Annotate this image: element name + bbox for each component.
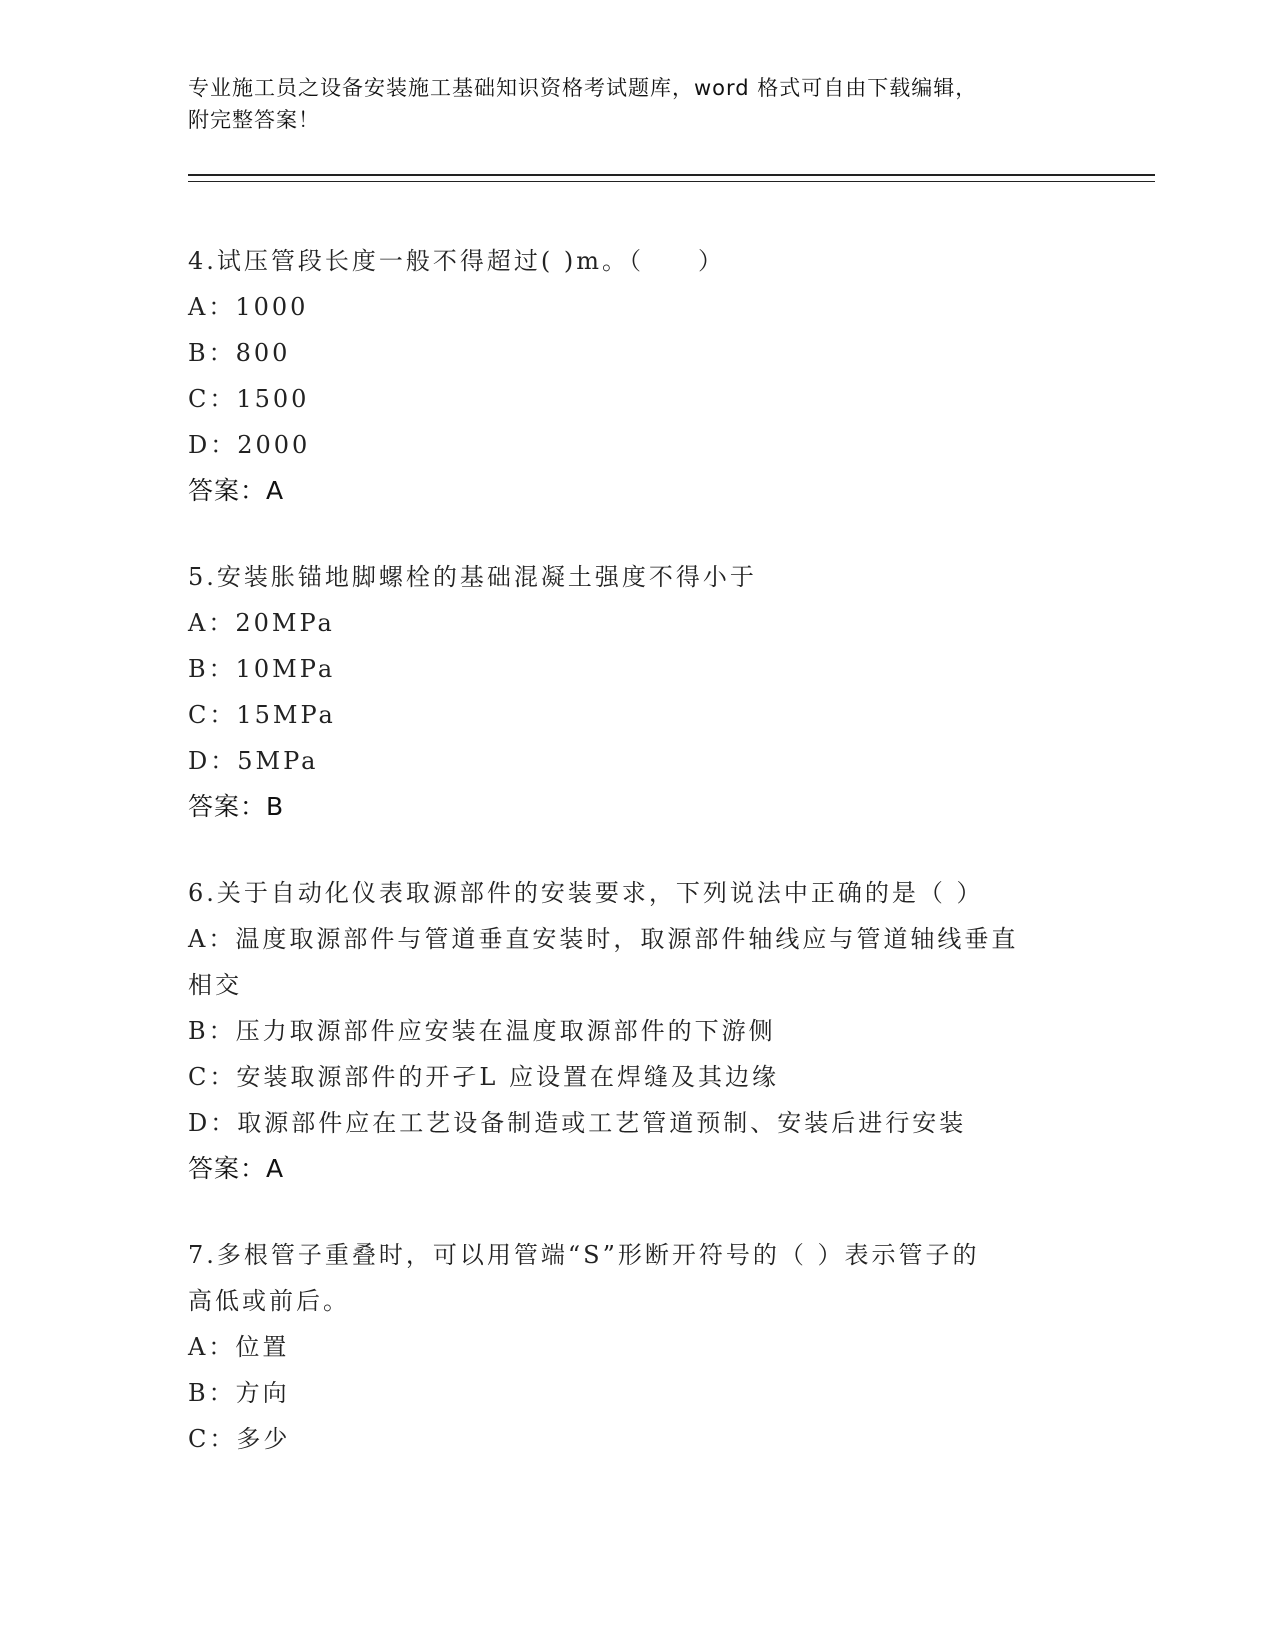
question-block	[188, 870, 1068, 1192]
question-stem: 4.试压管段长度一般不得超过( )m。（ ）	[188, 247, 726, 275]
answer-option	[188, 330, 1068, 376]
question-stem: 6.关于自动化仪表取源部件的安装要求，下列说法中正确的是（ ）	[188, 879, 984, 907]
answer-option	[188, 1324, 1068, 1370]
option-key: A：	[188, 925, 236, 953]
option-key: A：	[188, 1333, 236, 1361]
option-key: A：	[188, 293, 236, 321]
option-text: 温度取源部件与管道垂直安装时，取源部件轴线应与管道轴线垂直	[235, 925, 1019, 953]
option-key: B：	[188, 1017, 236, 1045]
document-header	[188, 72, 1108, 136]
option-text: 方向	[235, 1379, 290, 1407]
header-line-1: 专业施工员之设备安装施工基础知识资格考试题库，word 格式可自由下载编辑，	[188, 76, 978, 100]
option-key: C：	[188, 1063, 237, 1091]
option-text: 15MPa	[236, 701, 336, 729]
answer-option	[188, 1416, 1068, 1462]
answer-option	[188, 422, 1068, 468]
option-text: 800	[235, 339, 291, 367]
option-key: C：	[188, 1425, 237, 1453]
answer-option	[188, 1008, 1068, 1054]
answer-option	[188, 600, 1068, 646]
answer-option	[188, 1100, 1068, 1146]
option-key: B：	[188, 1379, 236, 1407]
answer-option	[188, 1370, 1068, 1416]
option-key: B：	[188, 339, 236, 367]
option-key: D：	[188, 1109, 238, 1137]
option-key: D：	[188, 747, 238, 775]
option-text: 10MPa	[235, 655, 336, 683]
question-stem: 7.多根管子重叠时，可以用管端“S”形断开符号的（ ）表示管子的	[188, 1241, 980, 1269]
answer-option	[188, 692, 1068, 738]
option-key: A：	[188, 609, 236, 637]
option-text: 压力取源部件应安装在温度取源部件的下游侧	[235, 1017, 776, 1045]
option-text: 多少	[236, 1425, 291, 1453]
option-text: 5MPa	[237, 747, 319, 775]
option-key: C：	[188, 701, 237, 729]
question-list	[188, 238, 1068, 1502]
header-line-2: 附完整答案！	[188, 108, 320, 132]
question-block	[188, 1232, 1068, 1462]
option-key: B：	[188, 655, 236, 683]
answer-option	[188, 1054, 1068, 1100]
answer-key: 答案：A	[188, 1154, 285, 1183]
option-text-continued: 相交	[188, 971, 242, 999]
question-stem: 5.安装胀锚地脚螺栓的基础混凝土强度不得小于	[188, 563, 757, 591]
option-text: 1500	[236, 385, 310, 413]
option-text: 取源部件应在工艺设备制造或工艺管道预制、安装后进行安装	[237, 1109, 967, 1137]
header-divider-thick	[188, 174, 1155, 176]
answer-option	[188, 738, 1068, 784]
option-text: 安装取源部件的开孑L 应设置在焊缝及其边缘	[236, 1063, 779, 1091]
option-key: C：	[188, 385, 237, 413]
answer-option	[188, 916, 1068, 962]
answer-option	[188, 284, 1068, 330]
question-block	[188, 238, 1068, 514]
question-stem: 高低或前后。	[188, 1287, 350, 1315]
question-block	[188, 554, 1068, 830]
answer-key: 答案：A	[188, 476, 285, 505]
option-text: 20MPa	[235, 609, 335, 637]
answer-option	[188, 376, 1068, 422]
option-text: 位置	[235, 1333, 290, 1361]
answer-option	[188, 646, 1068, 692]
header-divider-thin	[188, 181, 1155, 182]
option-text: 2000	[237, 431, 311, 459]
option-text: 1000	[235, 293, 309, 321]
option-key: D：	[188, 431, 238, 459]
answer-key: 答案：B	[188, 792, 285, 821]
